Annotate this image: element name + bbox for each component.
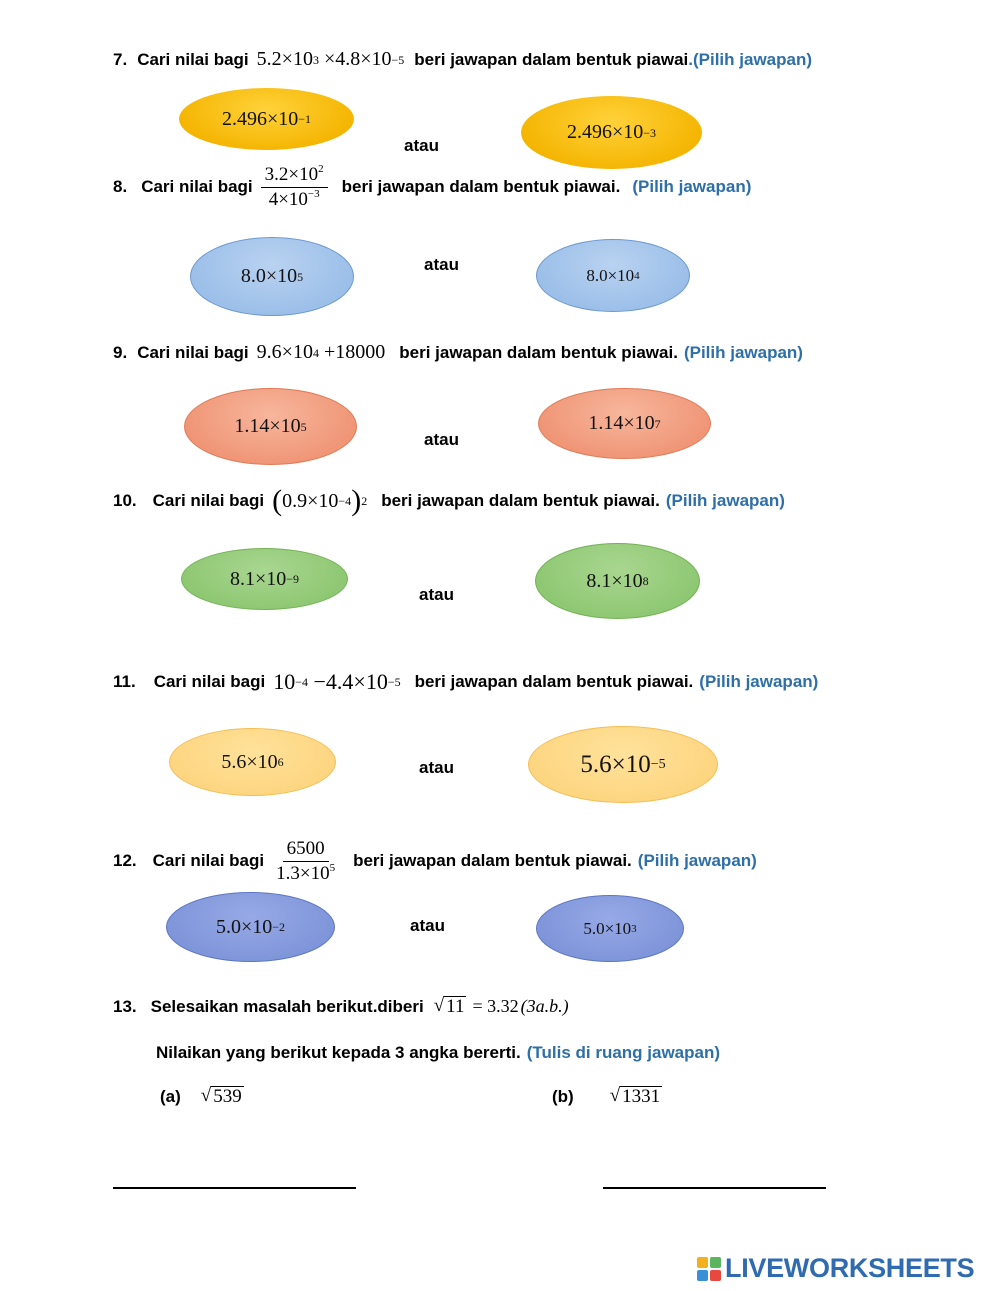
question-8: [113, 164, 751, 211]
question-number: 7.: [113, 49, 128, 69]
logo-mark-icon: [697, 1257, 721, 1281]
fraction-expression: $\frac{6500}{1.3\times 10^5}$: [276, 838, 336, 884]
part-a: [160, 1086, 244, 1108]
question-7: [113, 48, 812, 71]
q12-option-a[interactable]: 5.0 × 10 −2: [166, 892, 335, 962]
write-hint: (Tulis di ruang jawapan): [526, 1043, 721, 1062]
part-b-root: √ 1331: [609, 1085, 661, 1107]
part-b-label: (b): [552, 1086, 574, 1106]
instruction-text: Nilaikan yang berikut kepada 3 angka bererti.: [156, 1043, 521, 1062]
question-suffix: beri jawapan dalam bentuk piawai.: [341, 177, 621, 197]
question-number: 11.: [113, 672, 136, 691]
or-label: atau: [419, 585, 454, 604]
expression: 5.2 × 10 3 × 4.8 × 10 −5: [256, 48, 405, 70]
question-suffix: beri jawapan dalam bentuk piawai.: [353, 851, 632, 871]
expression: ( 0.9 × 10 −4 ) 2: [272, 484, 368, 517]
question-prompt: Cari nilai bagi: [152, 851, 265, 871]
question-number: 10.: [113, 491, 137, 510]
q8-option-b[interactable]: 8.0 × 10 4: [536, 239, 690, 312]
q11-option-a[interactable]: 5.6 × 10 6: [169, 728, 336, 796]
q8-option-a[interactable]: 8.0 × 10 5: [190, 237, 354, 316]
logo-text: LIVEWORKSHEETS: [725, 1253, 975, 1283]
question-11: [113, 669, 818, 695]
question-10: [113, 486, 785, 516]
choose-hint: (Pilih jawapan): [665, 491, 785, 510]
given-note: (3a.b.): [520, 996, 569, 1017]
question-number: 13.: [113, 996, 137, 1016]
or-label: atau: [424, 255, 459, 274]
q12-option-b[interactable]: 5.0 × 10 3: [536, 895, 684, 962]
answer-line-a[interactable]: [113, 1187, 356, 1189]
given-root: √ 11: [433, 995, 465, 1017]
choose-hint: (Pilih jawapan): [683, 342, 803, 362]
choose-hint: (Pilih jawapan): [637, 851, 757, 871]
question-number: 12.: [113, 851, 137, 871]
question-number: 8.: [113, 177, 128, 197]
question-suffix: beri jawapan dalam bentuk piawai.: [399, 342, 678, 362]
or-label: atau: [404, 136, 439, 155]
or-label: atau: [419, 758, 454, 777]
answer-line-b[interactable]: [603, 1187, 826, 1189]
question-suffix: beri jawapan dalam bentuk piawai: [414, 49, 689, 69]
expression: 10 −4 − 4.4 × 10 −5: [273, 669, 401, 694]
instruction-line: [156, 1043, 720, 1063]
choose-hint: (Pilih jawapan): [632, 177, 752, 197]
q7-option-b[interactable]: 2.496 × 10 −3: [521, 96, 702, 169]
choose-hint: .(Pilih jawapan): [688, 49, 813, 69]
choose-hint: (Pilih jawapan): [699, 672, 819, 691]
q9-option-a[interactable]: 1.14 × 10 5: [184, 388, 357, 465]
q7-option-a[interactable]: 2.496 × 10 −1: [179, 88, 354, 150]
given-value: = 3.32: [472, 996, 519, 1017]
question-prompt: Cari nilai bagi: [152, 491, 265, 510]
or-label: atau: [424, 430, 459, 449]
question-12: [113, 838, 757, 885]
q11-option-b[interactable]: 5.6 × 10 −5: [528, 726, 718, 803]
q9-option-b[interactable]: 1.14 × 10 7: [538, 388, 711, 459]
part-a-label: (a): [160, 1086, 181, 1106]
fraction-expression: $\frac{3.2\times 10^2}{4\times 10^{-3}}$: [261, 164, 328, 211]
question-prompt: Cari nilai bagi: [137, 49, 249, 69]
question-prompt: Cari nilai bagi: [137, 342, 249, 362]
question-prompt: Selesaikan masalah berikut.diberi: [150, 996, 424, 1016]
question-suffix: beri jawapan dalam bentuk piawai.: [414, 672, 694, 691]
or-label: atau: [410, 916, 445, 935]
question-prompt: Cari nilai bagi: [153, 672, 266, 691]
question-13: [113, 996, 569, 1018]
question-9: [113, 341, 803, 364]
expression: 9.6 × 10 4 + 18000: [256, 341, 386, 363]
q10-option-a[interactable]: 8.1 × 10 −9: [181, 548, 348, 610]
part-b: [552, 1086, 662, 1108]
part-a-root: √ 539: [200, 1085, 242, 1107]
liveworksheets-logo: [697, 1253, 974, 1284]
q10-option-b[interactable]: 8.1 × 10 8: [535, 543, 700, 619]
question-suffix: beri jawapan dalam bentuk piawai.: [381, 491, 660, 510]
question-number: 9.: [113, 342, 128, 362]
question-prompt: Cari nilai bagi: [141, 177, 253, 197]
